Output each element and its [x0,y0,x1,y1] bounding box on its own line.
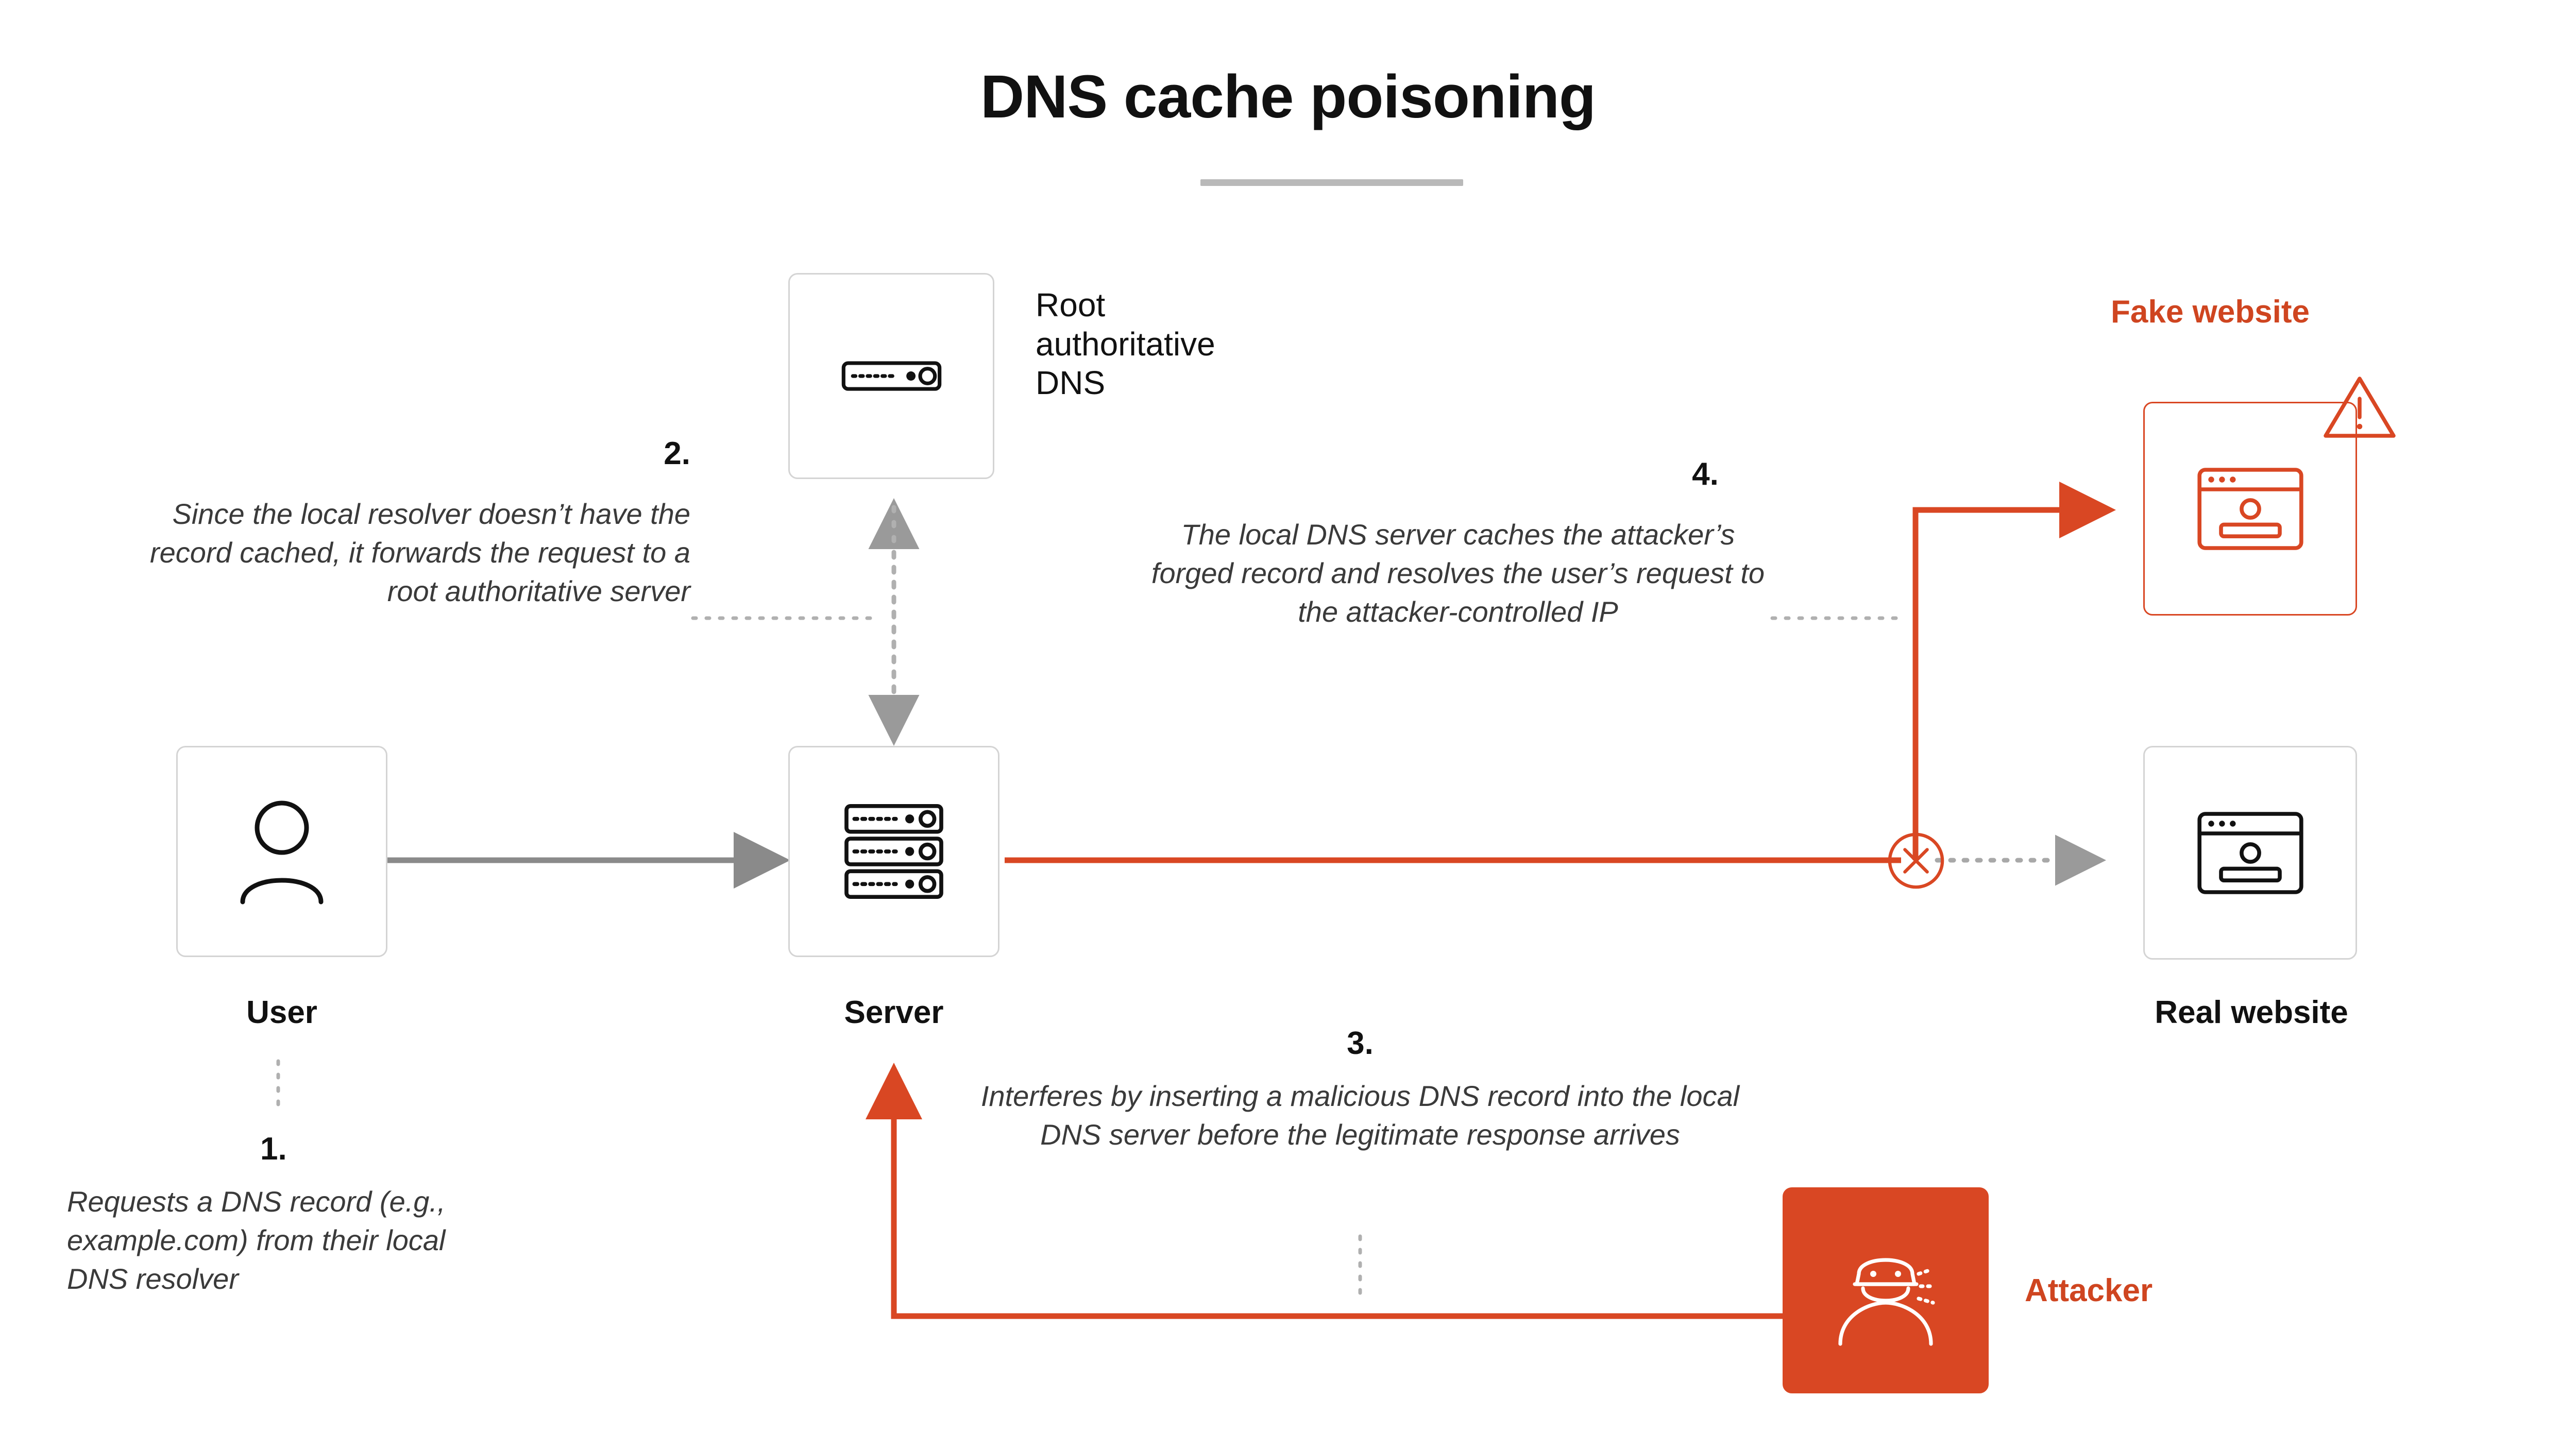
step-2-text: Since the local resolver doesn’t have the record cached, it forwards the request to a root authoritative server [150,498,690,608]
node-user-label: User [246,995,317,1030]
server-stack-icon [788,746,999,957]
node-attacker-label: Attacker [2025,1273,2153,1308]
step-1-text: Requests a DNS record (e.g., example.com) from their local DNS resolver [67,1185,446,1295]
person-icon [176,746,387,957]
step-1-number: 1. [260,1131,287,1167]
blocked-circle-icon [1886,830,1946,891]
step-4-number: 4. [1692,456,1719,492]
server-single-icon [788,273,994,479]
step-2-number: 2. [664,436,690,471]
step-3-text: Interferes by inserting a malicious DNS record into the local DNS server before the legitimate response arrives [980,1080,1740,1151]
step-3-number: 3. [1347,1026,1374,1061]
step-4-text: The local DNS server caches the attacker’s forged record and resolves the user’s request to the attacker-controlled IP [1151,518,1765,628]
title-divider [1200,179,1463,186]
hacker-icon [1783,1187,1989,1393]
page-title: DNS cache poisoning [980,63,1596,131]
node-root-dns-label-line1: Root [1036,286,1106,323]
warning-triangle-icon [2313,361,2406,453]
browser-window-icon [2143,746,2357,960]
node-fake-website-label: Fake website [2111,294,2310,330]
node-real-website-label: Real website [2155,995,2348,1030]
node-server-label: Server [844,995,944,1030]
node-root-dns-label [1036,286,1448,403]
node-root-dns-label-line2: authoritative [1036,325,1215,363]
node-root-dns-label-line3: DNS [1036,364,1106,402]
